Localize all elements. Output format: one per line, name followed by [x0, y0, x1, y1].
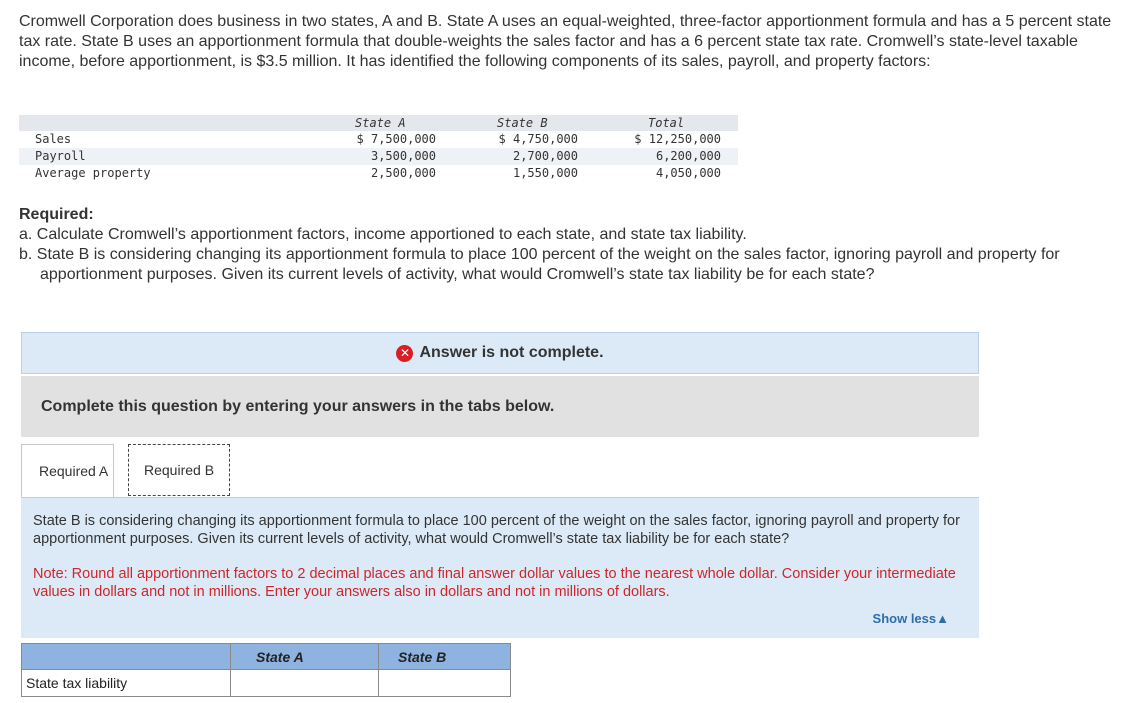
row-label: Payroll	[35, 149, 86, 163]
answer-status-banner	[21, 332, 979, 374]
required-title: Required:	[19, 206, 94, 223]
cell-total: $ 12,250,000	[634, 132, 721, 146]
triangle-up-icon: ▲	[936, 611, 949, 626]
table-row	[19, 131, 738, 148]
show-less-label: Show less	[872, 611, 937, 626]
cell-state-a: $ 7,500,000	[356, 132, 436, 146]
factors-table	[19, 115, 738, 182]
answer-status-text: Answer is not complete.	[419, 344, 604, 361]
tab-content-panel	[21, 497, 979, 638]
factors-table-header	[19, 115, 738, 131]
tab-bar	[21, 444, 230, 498]
answer-header-blank	[22, 644, 231, 670]
header-state-b: State B	[497, 116, 548, 130]
header-state-a: State A	[355, 116, 406, 130]
x-circle-icon: ✕	[396, 345, 413, 362]
answer-header-state-a: State A	[231, 644, 379, 670]
tab-label: Required B	[144, 462, 215, 478]
tab-required-b[interactable]	[128, 444, 230, 496]
cell-state-b: $ 4,750,000	[498, 132, 578, 146]
answer-row-label: State tax liability	[22, 670, 231, 697]
cell-state-a: 2,500,000	[370, 166, 436, 180]
table-row	[19, 148, 738, 165]
show-less-link[interactable]	[873, 610, 949, 628]
answer-cell-state-a	[231, 670, 379, 697]
state-a-tax-liability-input[interactable]	[231, 670, 378, 696]
row-label: Sales	[35, 132, 72, 146]
cell-state-a: 3,500,000	[370, 149, 436, 163]
required-item-a: a. Calculate Cromwell’s apportionment factors, income apportioned to each state, and state tax liability.	[19, 226, 747, 243]
instruction-banner	[21, 376, 979, 437]
tab-required-a[interactable]	[21, 444, 114, 497]
answer-cell-state-b	[379, 670, 511, 697]
problem-intro: Cromwell Corporation does business in two states, A and B. State A uses an equal-weighted, three-factor apportionment formula and has a 5 percent state tax rate. State B uses an apportionment formula that double-weights the sales factor and has a 6 percent state tax rate. Cromwell’s state-level taxable income, before apportionment, is $3.5 million. It has identified the following components of its sales, payroll, and property factors:	[19, 13, 1112, 70]
answer-header-state-b: State B	[379, 644, 511, 670]
required-item-b: b. State B is considering changing its apportionment formula to place 100 percent of the weight on the sales factor, ignoring payroll and property for apportionment purposes. Given its current levels of activity, what would Cromwell’s state tax liability be for each state?	[19, 246, 1060, 283]
table-row	[19, 165, 738, 182]
cell-total: 4,050,000	[655, 166, 721, 180]
cell-state-b: 1,550,000	[512, 166, 578, 180]
required-section	[19, 205, 1079, 285]
cell-state-b: 2,700,000	[512, 149, 578, 163]
note-text: Note: Round all apportionment factors to 2 decimal places and final answer dollar values to the nearest whole dollar. Consider your intermediate values in dollars and not in millions. Enter your answers also in dollars and not in millions of dollars.	[33, 566, 956, 600]
instruction-text: Complete this question by entering your answers in the tabs below.	[41, 397, 555, 415]
tab-label: Required A	[39, 463, 109, 479]
question-text: State B is considering changing its apportionment formula to place 100 percent of the weight on the sales factor, ignoring payroll and property for apportionment purposes. Given its current levels of activity, what would Cromwell’s state tax liability be for each state?	[33, 513, 960, 547]
header-total: Total	[648, 116, 685, 130]
state-b-tax-liability-input[interactable]	[379, 670, 510, 696]
row-label: Average property	[35, 166, 151, 180]
cell-total: 6,200,000	[655, 149, 721, 163]
answer-table	[21, 643, 511, 697]
